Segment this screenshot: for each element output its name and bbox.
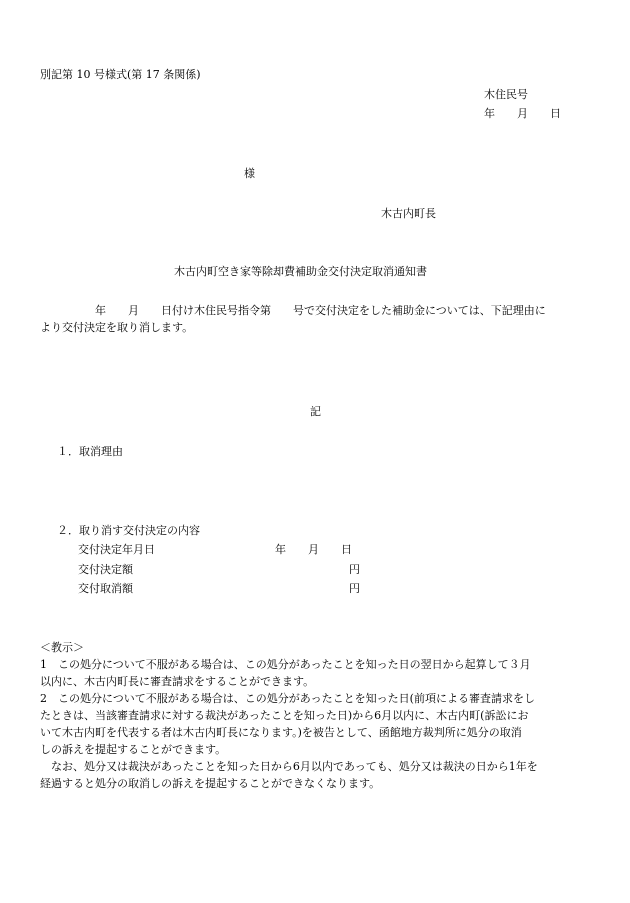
row-value: 円 — [349, 563, 360, 576]
row-label: 交付決定年月日 — [78, 543, 155, 556]
intro-line: 年 月 日付け木住民号指令第 号で交付決定をした補助金については、下記理由に — [40, 304, 546, 317]
form-label: 別記第 10 号様式(第 17 条関係) — [40, 68, 201, 81]
intro-paragraph — [40, 302, 592, 336]
ki-heading: 記 — [310, 405, 321, 418]
notice-section — [40, 639, 592, 792]
notice-line: 経過すると処分の取消しの訴えを提起することができなくなります。 — [40, 777, 381, 790]
notice-line: 以内に、木古内町長に審査請求をすることができます。 — [40, 675, 315, 688]
section1-heading: １．取消理由 — [57, 445, 123, 458]
notice-line: 2 この処分について不服がある場合は、この処分があったことを知った日(前項による審査請求をし — [40, 692, 535, 705]
intro-line: より交付決定を取り消します。 — [40, 321, 194, 334]
notice-line: なお、処分又は裁決があったことを知った日から6月以内であっても、処分又は裁決の日から1年を — [40, 760, 538, 773]
document-title: 木古内町空き家等除却費補助金交付決定取消通知書 — [174, 265, 427, 278]
notice-line: いて木古内町を代表する者は木古内町長になります。)を被告として、函館地方裁判所に処分の取消 — [40, 726, 522, 739]
section2-heading: ２．取り消す交付決定の内容 — [57, 524, 200, 537]
issuer-name: 木古内町長 — [381, 207, 436, 220]
row-value: 円 — [349, 582, 360, 595]
addressee-suffix: 様 — [244, 167, 255, 180]
date-line: 年 月 日 — [484, 107, 561, 120]
row-value: 年 月 日 — [275, 543, 352, 556]
notice-heading: ＜教示＞ — [40, 641, 84, 654]
notice-line: たときは、当該審査請求に対する裁決があったことを知った日)から6月以内に、木古内町(訴訟にお — [40, 709, 529, 722]
row-label: 交付取消額 — [78, 582, 133, 595]
doc-number-label: 木住民号 — [484, 88, 528, 101]
notice-line: 1 この処分について不服がある場合は、この処分があったことを知った日の翌日から起算して３月 — [40, 658, 531, 671]
notice-line: しの訴えを提起することができます。 — [40, 743, 227, 756]
row-label: 交付決定額 — [78, 563, 133, 576]
